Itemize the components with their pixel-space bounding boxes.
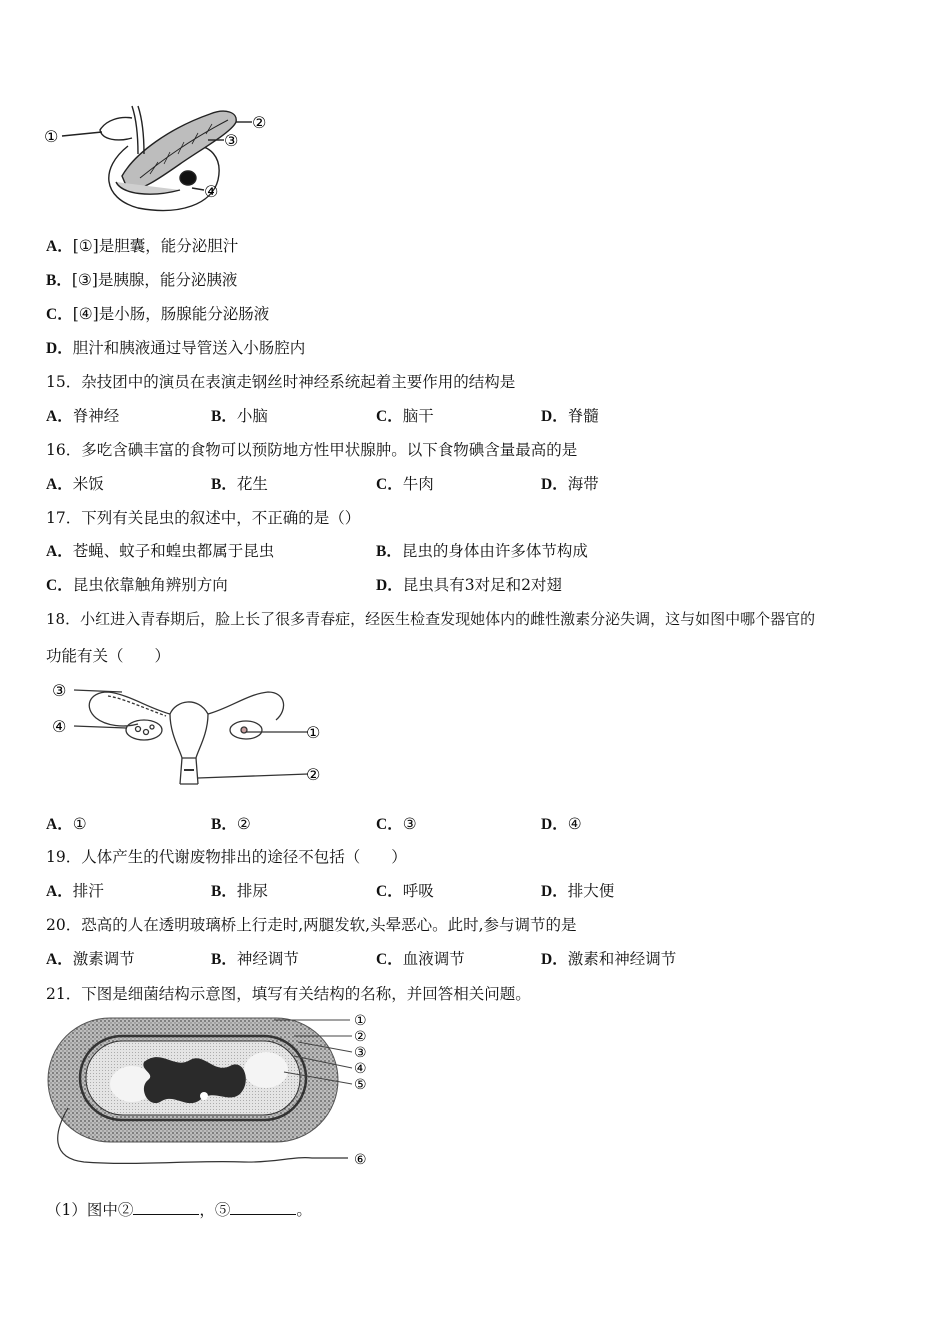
q21-diagram-label-5: ⑤ [354,1077,367,1093]
answer-blank-2[interactable] [133,1200,199,1215]
q17-option-a: A．苍蝇、蚊子和蝗虫都属于昆虫 [46,542,275,560]
diagram1-label-4: ④ [204,182,219,201]
q16-option-d: D．海带 [541,475,599,493]
q17-option-b: B．昆虫的身体由许多体节构成 [376,542,588,560]
q14-option-c: C．[④]是小肠，肠腺能分泌肠液 [46,305,270,323]
q20-option-c: C．血液调节 [376,950,465,968]
q17-option-c: C．昆虫依靠触角辨别方向 [46,576,228,594]
q21-diagram-label-1: ① [354,1013,367,1029]
digestive-organs-diagram [40,98,280,216]
q16-option-a: A．米饭 [46,475,104,493]
answer-blank-5[interactable] [230,1200,296,1215]
q21-diagram-label-3: ③ [354,1045,367,1061]
q21-diagram-label-4: ④ [354,1061,367,1077]
q15-option-b: B．小脑 [211,407,268,425]
q18-option-a: A．① [46,815,87,833]
q18-option-d: D．④ [541,815,582,833]
female-reproductive-diagram [48,674,338,794]
q18-stem-line2: 功能有关（ ） [46,647,171,665]
q20-option-b: B．神经调节 [211,950,299,968]
q20-stem: 20．恐高的人在透明玻璃桥上行走时,两腿发软,头晕恶心。此时,参与调节的是 [46,916,577,934]
q16-stem: 16．多吃含碘丰富的食物可以预防地方性甲状腺肿。以下食物碘含量最高的是 [46,441,578,459]
diagram1-label-2: ② [252,113,267,132]
q15-option-a: A．脊神经 [46,407,120,425]
q18-option-b: B．② [211,815,251,833]
q15-stem: 15．杂技团中的演员在表演走钢丝时神经系统起着主要作用的结构是 [46,373,516,391]
q21-stem: 21．下图是细菌结构示意图，填写有关结构的名称，并回答相关问题。 [46,985,531,1003]
q18-diagram-label-3: ③ [52,681,67,700]
q18-diagram-label-1: ① [306,723,321,742]
q14-option-b: B．[③]是胰腺，能分泌胰液 [46,271,238,289]
diagram1-label-3: ③ [224,131,239,150]
q19-option-b: B．排尿 [211,882,268,900]
q17-option-d: D．昆虫具有3对足和2对翅 [376,576,562,594]
q17-stem: 17．下列有关昆虫的叙述中，不正确的是（） [46,509,361,527]
q14-option-a: A．[①]是胆囊，能分泌胆汁 [46,237,239,255]
q18-stem-line1: 18．小红进入青春期后，脸上长了很多青春症，经医生检查发现她体内的雌性激素分泌失调，这与如图中哪个器官的 [46,610,816,628]
q16-option-b: B．花生 [211,475,268,493]
q20-option-d: D．激素和神经调节 [541,950,677,968]
q21-subquestion-1: （1）图中② ，⑤ 。 [46,1201,312,1219]
q21-diagram-label-2: ② [354,1029,367,1045]
q15-option-d: D．脊髓 [541,407,599,425]
q19-option-c: C．呼吸 [376,882,434,900]
q14-option-d: D．胆汁和胰液通过导管送入小肠腔内 [46,339,306,357]
q18-diagram-label-2: ② [306,765,321,784]
q15-option-c: C．脑干 [376,407,434,425]
q20-option-a: A．激素调节 [46,950,135,968]
bacteria-structure-diagram [44,1012,384,1174]
q16-option-c: C．牛肉 [376,475,434,493]
q18-diagram-label-4: ④ [52,717,67,736]
q19-stem: 19．人体产生的代谢废物排出的途径不包括（ ） [46,848,407,866]
diagram1-label-1: ① [44,127,59,146]
q18-option-c: C．③ [376,815,417,833]
q21-diagram-label-6: ⑥ [354,1152,367,1168]
q19-option-a: A．排汗 [46,882,104,900]
q19-option-d: D．排大便 [541,882,615,900]
